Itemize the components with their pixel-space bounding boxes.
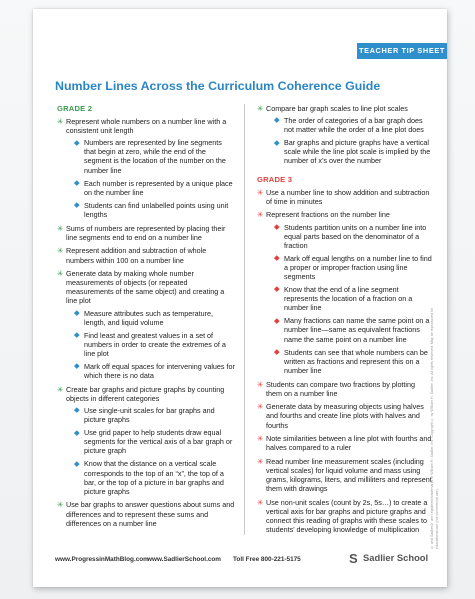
diamond-bullet-icon: [74, 332, 79, 337]
blog-link[interactable]: www.ProgressinMathBlog.com: [55, 556, 149, 563]
sub-list-item-text: Find least and greatest values in a set of numbers in order to create the extremes of a line plot: [84, 330, 226, 358]
sub-list-item: [66, 459, 235, 495]
sub-list-item: [66, 428, 235, 455]
list-item-text: Compare bar graph scales to line plot scales: [266, 104, 408, 113]
tip-sheet-page: [33, 9, 447, 587]
asterisk-bullet-icon: ✳: [57, 117, 64, 127]
list-item-text: Create bar graphs and picture graphs by counting objects in different categories: [66, 384, 225, 403]
list-item-text: Generate data by measuring objects using halves and fourths and create line plots with halves and fourths: [266, 402, 424, 430]
asterisk-bullet-icon: ✳: [257, 210, 264, 220]
grade-2-continued: [257, 104, 432, 166]
sub-list-item-text: Use single-unit scales for bar graphs and picture graphs: [84, 406, 215, 425]
sub-list-item-text: Students partition units on a number line into equal parts based on the denominator of a fraction: [284, 222, 427, 250]
sub-list-item-text: Bar graphs and picture graphs have a vertical scale while the line plot scale is implied by the number of x’s over the number: [284, 138, 431, 166]
list-item: [257, 104, 432, 166]
list-item-text: Students can compare two fractions by plotting them on a number line: [266, 379, 416, 398]
list-item-text: Represent fractions on the number line: [266, 210, 390, 220]
copyright-notice: ® and Sadlier® are registered trademarks of William H. Sadlier, Inc. Copyright © by William H. Sadlier, Inc. All rights reserved. May be reproduced for educational use (not commercial use).: [430, 307, 439, 549]
sadlier-logo: [349, 552, 427, 566]
list-item: [257, 188, 432, 206]
sub-list-item: [66, 179, 235, 197]
sub-list: [66, 309, 235, 381]
sub-list-item-text: Mark off equal lengths on a number line to find a proper or improper fraction using line segments: [284, 253, 432, 281]
diamond-bullet-icon: [74, 364, 79, 369]
list-item-text: Represent addition and subtraction of whole numbers within 100 on a number line: [66, 246, 207, 265]
sub-list-item-text: Know that the distance on a vertical scale corresponds to the top of an “x”, the top of a bar, or the top of a picture in bar graphs and picture graphs: [84, 459, 224, 496]
asterisk-bullet-icon: ✳: [57, 246, 64, 256]
sub-list-item: [66, 331, 235, 358]
diamond-bullet-icon: [274, 349, 279, 354]
list-item: [57, 385, 235, 496]
list-item: [257, 434, 432, 452]
list-item-text: Sums of numbers are represented by placing their line segments end to end on a number line: [66, 223, 226, 242]
sub-list: [66, 406, 235, 496]
list-item: [257, 402, 432, 429]
sub-list-item: [66, 406, 235, 424]
asterisk-bullet-icon: ✳: [257, 497, 264, 507]
diamond-bullet-icon: [74, 461, 79, 466]
list-item: [257, 457, 432, 493]
sadlier-logo-icon: S: [349, 551, 358, 566]
sub-list-item: [266, 316, 432, 343]
asterisk-bullet-icon: ✳: [257, 379, 264, 389]
list-item: [57, 500, 235, 527]
teacher-tip-sheet-banner: TEACHER TIP SHEET: [357, 43, 447, 59]
asterisk-bullet-icon: ✳: [57, 223, 64, 233]
sub-list-item: [266, 223, 432, 250]
diamond-bullet-icon: [274, 224, 279, 229]
list-item: [57, 224, 235, 242]
asterisk-bullet-icon: ✳: [57, 500, 64, 510]
asterisk-bullet-icon: ✳: [257, 456, 264, 466]
list-item: [57, 246, 235, 264]
diamond-bullet-icon: [74, 310, 79, 315]
sub-list-item-text: Numbers are represented by line segments that begin at zero, while the end of the segment is the location of the number on the number line: [84, 138, 226, 175]
left-column: [57, 104, 235, 532]
sub-list-item-text: Use grid paper to help students draw equal segments for the vertical axis of a bar graph or picture graph: [84, 428, 233, 456]
grade-2-list-continued: [257, 104, 432, 166]
sub-list-item: [266, 138, 432, 165]
school-link[interactable]: www.SadlierSchool.com: [147, 556, 221, 563]
sub-list-item: [266, 254, 432, 281]
sub-list-item: [66, 201, 235, 219]
list-item: [257, 498, 432, 534]
list-item-text: Note similarities between a line plot with fourths and halves compared to a ruler: [266, 434, 432, 453]
asterisk-bullet-icon: ✳: [257, 434, 264, 444]
list-item-text: Represent whole numbers on a number line with a consistent unit length: [66, 117, 227, 136]
list-item: [57, 269, 235, 380]
sub-list-item-text: Students can see that whole numbers can be written as fractions and represent this on a number line: [284, 347, 428, 375]
list-item-text: Use bar graphs to answer questions about sums and differences and to represent these sums and differences on a number line: [66, 500, 235, 528]
diamond-bullet-icon: [274, 140, 279, 145]
diamond-bullet-icon: [274, 118, 279, 123]
asterisk-bullet-icon: ✳: [57, 384, 64, 394]
list-item-text: Read number line measurement scales (including vertical scales) for liquid volume and mass using grams, kilograms, liters, and milliliters and represent them with drawings: [266, 456, 432, 494]
right-column: [257, 104, 432, 539]
grade-3-list: [257, 188, 432, 535]
list-item-text: Generate data by making whole number measurements of objects (or repeated measurements of the same object) and creating a line plot: [66, 269, 225, 306]
grade-3-heading: GRADE 3: [257, 174, 293, 184]
sub-list-item-text: Each number is represented by a unique place on the number line: [84, 178, 233, 197]
asterisk-bullet-icon: ✳: [257, 104, 264, 113]
list-item: [257, 210, 432, 375]
diamond-bullet-icon: [274, 318, 279, 323]
asterisk-bullet-icon: ✳: [257, 187, 264, 197]
sub-list: [266, 116, 432, 165]
sub-list-item: [66, 309, 235, 327]
diamond-bullet-icon: [74, 430, 79, 435]
diamond-bullet-icon: [74, 180, 79, 185]
grade-2-list: [57, 117, 235, 528]
page-title: Number Lines Across the Curriculum Coherence Guide: [55, 79, 381, 93]
grade-2-heading: GRADE 2: [57, 104, 93, 113]
sadlier-logo-text: Sadlier School: [363, 552, 429, 563]
toll-free-phone: Toll Free 800-221-5175: [233, 556, 301, 563]
asterisk-bullet-icon: ✳: [257, 402, 264, 412]
list-item: [257, 380, 432, 398]
list-item: [57, 117, 235, 219]
sub-list-item: [66, 138, 235, 174]
sub-list-item: [266, 285, 432, 312]
sub-list-item-text: Many fractions can name the same point on a number line—same as equivalent fractions name the same point on a number line: [284, 316, 430, 344]
sub-list: [66, 138, 235, 219]
diamond-bullet-icon: [274, 287, 279, 292]
list-item-text: Use non-unit scales (count by 2s, 5s…) to create a vertical axis for bar graphs and picture graphs and connect this reading of graphs with these scales to students’ developing knowledge of multiplication: [266, 497, 428, 535]
diamond-bullet-icon: [74, 140, 79, 145]
sub-list-item-text: Measure attributes such as temperature, length, and liquid volume: [84, 308, 214, 327]
sub-list-item-text: Know that the end of a line segment represents the location of a fraction on a number line: [284, 285, 413, 313]
asterisk-bullet-icon: ✳: [57, 269, 64, 279]
grade-3-section: [257, 175, 432, 535]
sub-list-item: [266, 116, 432, 134]
diamond-bullet-icon: [274, 255, 279, 260]
footer: [55, 551, 429, 570]
sub-list-item-text: Mark off equal spaces for intervening values for which there is no data: [84, 362, 235, 381]
column-divider: [244, 104, 245, 535]
diamond-bullet-icon: [74, 202, 79, 207]
sub-list-item-text: The order of categories of a bar graph does not matter while the order of a line plot does: [284, 116, 424, 135]
list-item-text: Use a number line to show addition and subtraction of time in minutes: [266, 187, 430, 206]
sub-list-item: [266, 348, 432, 375]
diamond-bullet-icon: [74, 408, 79, 413]
sub-list-item-text: Students can find unlabelled points using unit lengths: [84, 200, 229, 219]
sub-list-item: [66, 362, 235, 380]
sub-list: [266, 223, 432, 375]
